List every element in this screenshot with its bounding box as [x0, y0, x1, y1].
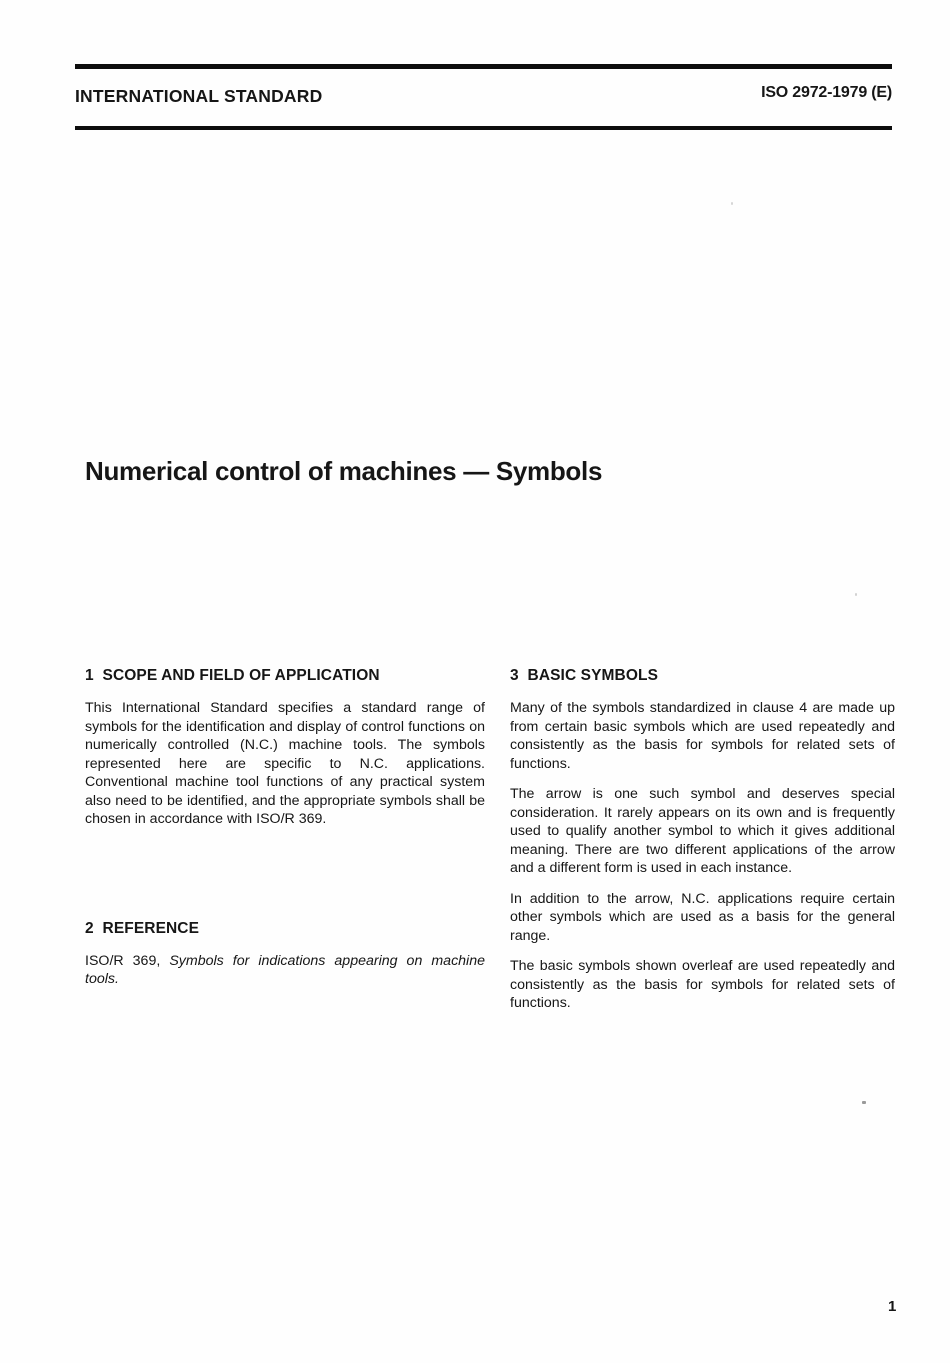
section-3-paragraph-1: Many of the symbols standardized in clause 4 are made up from certain basic symbols which are used repeatedly and consistently as the basis for symbols for related sets of functions.	[510, 700, 895, 772]
right-column	[510, 666, 895, 1013]
scan-speck	[731, 202, 733, 205]
page-title: Numerical control of machines — Symbols	[85, 456, 603, 487]
section-3-heading: 3 BASIC SYMBOLS	[510, 667, 659, 684]
reference-citation-title: Symbols for indications appearing on machine tools.	[85, 952, 485, 987]
section-3-paragraph-4: The basic symbols shown overleaf are used repeatedly and consistently as the basis for symbols for related sets of functions.	[510, 958, 895, 1011]
section-3-paragraph-2: The arrow is one such symbol and deserves special consideration. It rarely appears on its own and is frequently used to qualify another symbol to which it gives additional meaning. There are two different applications of the arrow and a different form is used in each instance.	[510, 786, 895, 876]
scan-speck	[855, 593, 857, 596]
header-rule-top	[75, 64, 892, 69]
section-3-paragraph-3: In addition to the arrow, N.C. applications require certain other symbols which are used as a basis for the general range.	[510, 890, 895, 944]
left-column	[85, 666, 485, 989]
page-header	[75, 86, 892, 107]
page-number: 1	[888, 1298, 897, 1315]
section-1-heading: 1 SCOPE AND FIELD OF APPLICATION	[85, 667, 380, 684]
document-type-label: INTERNATIONAL STANDARD	[75, 86, 323, 106]
scan-speck	[862, 1101, 866, 1104]
reference-citation	[85, 952, 485, 989]
section-1-paragraph: This International Standard specifies a standard range of symbols for the identification and display of control functions on numerically controlled (N.C.) machine tools. The symbols represented here are specific to N.C. applications. Conventional machine tool functions of any practical system also need to be identified, and the appropriate symbols shall be chosen in accordance with ISO/R 369.	[85, 700, 485, 827]
standard-reference-label: ISO 2972-1979 (E)	[761, 84, 892, 101]
header-rule-bottom	[75, 126, 892, 130]
section-2-heading: 2 REFERENCE	[85, 919, 200, 937]
reference-citation-number: ISO/R 369,	[85, 952, 170, 969]
